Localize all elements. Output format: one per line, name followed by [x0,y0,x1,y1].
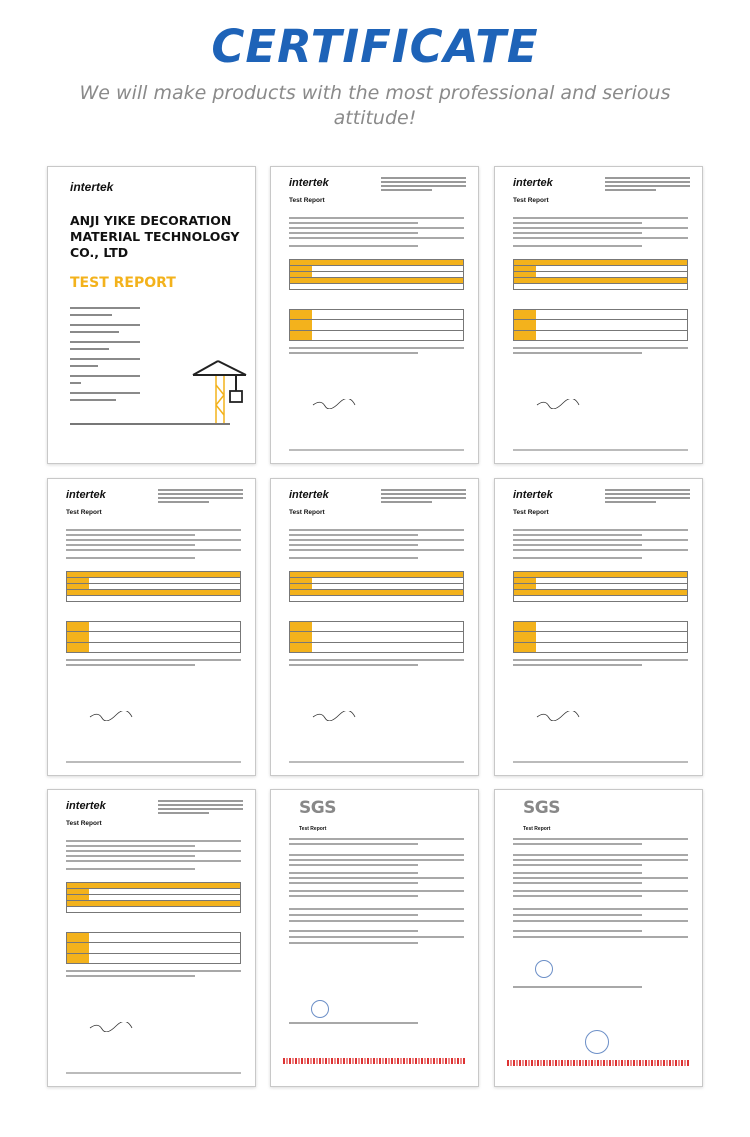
intertek-logo: intertek [513,177,553,189]
intertek-logo: intertek [70,180,114,194]
sgs-round-stamp [585,1030,609,1054]
report-title: Test Report [289,509,325,516]
test-standard-table [513,309,688,341]
footer-line [70,423,230,425]
product-info-table [66,571,241,602]
report-page-5 [494,478,703,776]
signature [88,711,138,721]
report-title: Test Report [289,197,325,204]
report-page-3 [47,478,256,776]
report-title: Test Report [513,197,549,204]
intertek-logo: intertek [66,489,106,501]
test-standard-table [513,621,688,653]
signature [88,1022,138,1032]
sgs-seal [535,960,553,978]
report-page-6 [47,789,256,1087]
report-title: Test Report [66,820,102,827]
sgs-report-page-2 [494,789,703,1087]
intertek-logo: intertek [66,800,106,812]
footer-band [507,1060,690,1066]
report-page-1 [270,166,479,464]
certificate-cover [47,166,256,464]
product-info-table [66,882,241,913]
crane-icon [188,355,248,425]
product-info-table [513,259,688,290]
signature [311,399,361,409]
test-standard-table [289,309,464,341]
test-standard-table [66,621,241,653]
intertek-logo: intertek [513,489,553,501]
signature [311,711,361,721]
intertek-logo: intertek [289,489,329,501]
sgs-report-page-1 [270,789,479,1087]
report-title: Test Report [513,509,549,516]
report-title: Test Report [66,509,102,516]
report-page-4 [270,478,479,776]
sgs-logo: SGS [299,798,336,818]
page-title: CERTIFICATE [211,20,539,73]
sgs-logo: SGS [523,798,560,818]
company-name: ANJI YIKE DECORATION MATERIAL TECHNOLOGY CO., LTD [70,213,240,260]
page-subtitle: We will make products with the most professional and serious attitude! [79,82,671,129]
report-title: Test Report [523,826,551,832]
sgs-seal [311,1000,329,1018]
product-info-table [289,571,464,602]
report-page-2 [494,166,703,464]
report-title: Test Report [299,826,327,832]
product-info-table [513,571,688,602]
product-info-table [289,259,464,290]
footer-band [283,1058,466,1064]
report-type: TEST REPORT [70,275,176,291]
intertek-logo: intertek [289,177,329,189]
cover-details [70,307,140,406]
test-standard-table [66,932,241,964]
test-standard-table [289,621,464,653]
signature [535,399,585,409]
signature [535,711,585,721]
